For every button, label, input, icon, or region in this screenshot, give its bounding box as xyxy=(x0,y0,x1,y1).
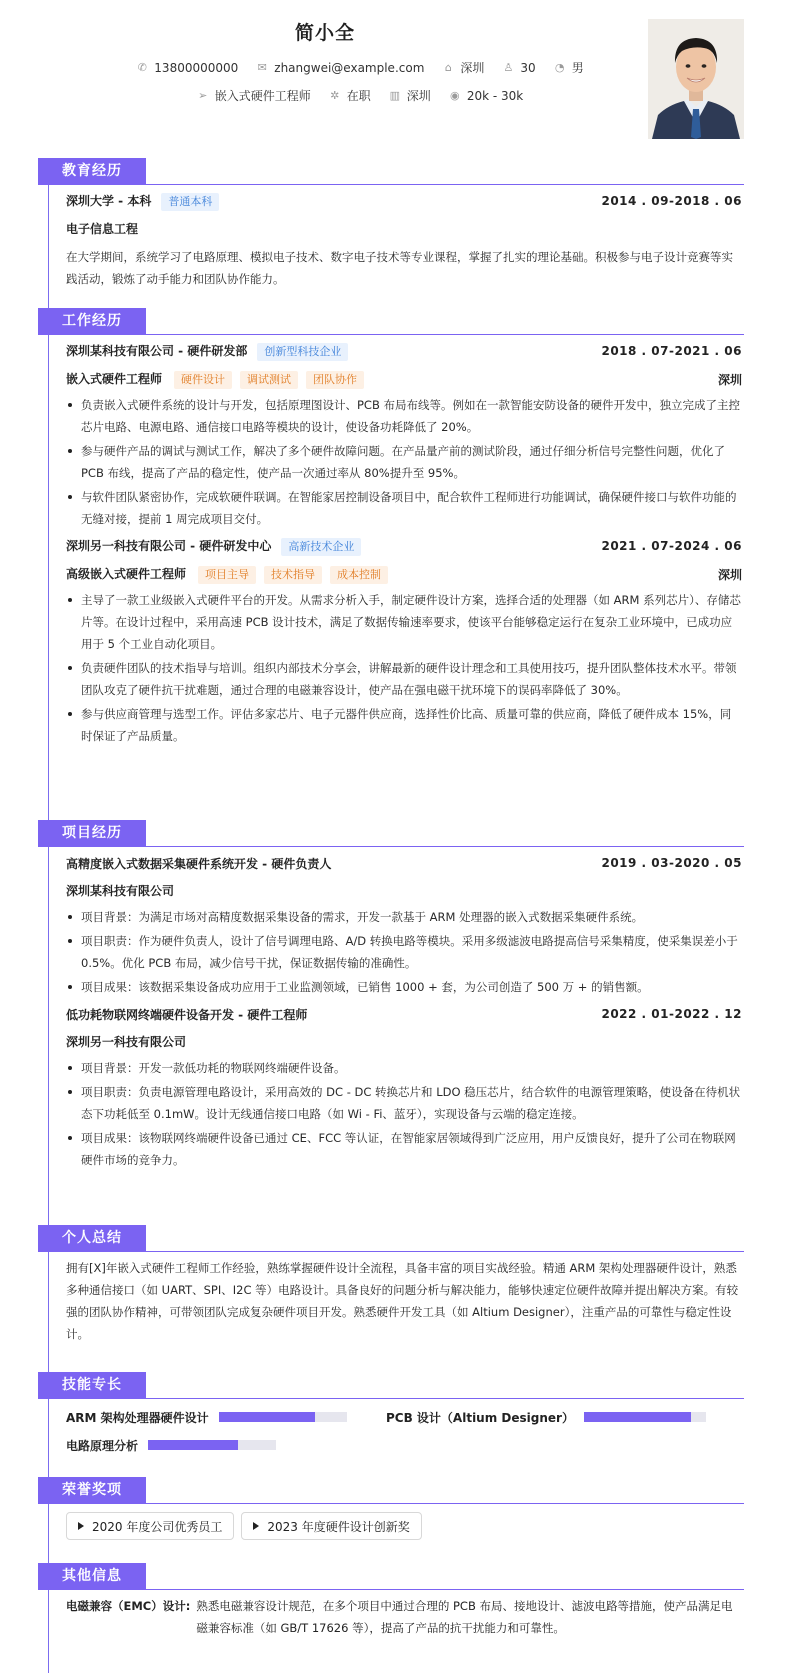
project-company: 深圳某科技有限公司 xyxy=(66,884,175,898)
section-title: 荣誉奖项 xyxy=(38,1477,146,1504)
avatar-photo xyxy=(648,19,744,139)
projects-body xyxy=(38,847,744,1171)
project-bullet: 项目背景：为满足市场对高精度数据采集设备的需求，开发一款基于 ARM 处理器的嵌入式数据采集硬件系统。 xyxy=(66,906,742,928)
section-divider xyxy=(38,184,744,185)
summary-section xyxy=(38,1225,744,1345)
section-header xyxy=(38,1225,744,1252)
award-chip xyxy=(66,1512,234,1540)
phone-text: 13800000000 xyxy=(154,60,239,75)
summary-body xyxy=(38,1252,744,1345)
awards-body xyxy=(38,1504,744,1540)
project-bullet: 项目职责：作为硬件负责人，设计了信号调理电路、A/D 转换电路等模块。采用多级滤波电路提高信号采集精度，使采集误差小于 0.5%。优化 PCB 布局，减少信号干扰，保证数据传输的准确性。 xyxy=(66,930,742,974)
education-body xyxy=(38,185,744,290)
skill-item xyxy=(66,1431,386,1459)
project-bullets xyxy=(66,906,742,998)
contact-row xyxy=(80,59,640,76)
skill-label: 电路原理分析 xyxy=(66,1438,139,1453)
gear-icon: ✲ xyxy=(330,89,340,102)
project-company: 深圳另一科技有限公司 xyxy=(66,1035,187,1049)
section-header xyxy=(38,820,744,847)
job-title: 嵌入式硬件工程师 xyxy=(66,371,163,386)
skill-bar-fill xyxy=(219,1412,315,1422)
project-bullet: 项目职责：负责电源管理电路设计，采用高效的 DC - DC 转换芯片和 LDO 稳压芯片，结合软件的电源管理策略，使设备在待机状态下功耗低至 0.1mW。设计无线通信接口电路（如 Wi - Fi、蓝牙），实现设备与云端的稳定连接。 xyxy=(66,1081,742,1125)
education-header-row xyxy=(66,192,742,210)
company-tag: 高新技术企业 xyxy=(281,538,361,556)
job-bullets xyxy=(66,394,742,530)
phone-item xyxy=(136,61,238,75)
project-bullet: 项目背景：开发一款低功耗的物联网终端硬件设备。 xyxy=(66,1057,742,1079)
other-item xyxy=(66,1595,742,1639)
job-bullet: 主导了一款工业级嵌入式硬件平台的开发。从需求分析入手，制定硬件设计方案，选择合适的处理器（如 ARM 系列芯片）、存储芯片等。在设计过程中，采用高速 PCB 设计技术，满足了数据传输速率要求，使该平台能够稳定运行在复杂工业环境中，已成功应用于 5 个工业自动化项目。 xyxy=(66,589,742,655)
job-bullet: 参与供应商管理与选型工作。评估多家芯片、电子元器件供应商，选择性价比高、质量可靠的供应商，降低了硬件成本 15%，同时保证了产品质量。 xyxy=(66,703,742,747)
skills-grid xyxy=(66,1403,742,1459)
gender-icon: ◔ xyxy=(554,61,565,74)
skill-tag: 技术指导 xyxy=(264,566,322,584)
section-header xyxy=(38,1477,744,1504)
section-title: 个人总结 xyxy=(38,1225,146,1252)
mail-icon: ✉ xyxy=(257,61,267,74)
job-bullets xyxy=(66,589,742,747)
skill-bar xyxy=(148,1440,276,1450)
job-header-row xyxy=(66,537,742,555)
salary-text: 20k - 30k xyxy=(466,88,524,103)
status-item xyxy=(329,87,371,104)
award-label: 2023 年度硬件设计创新奖 xyxy=(267,1519,410,1534)
job-bullet: 参与硬件产品的调试与测试工作，解决了多个硬件故障问题。在产品量产前的测试阶段，通过仔细分析信号完整性问题，优化了 PCB 布线，提高了产品的稳定性，使产品一次通过率从 80%提升至 95%。 xyxy=(66,440,742,484)
section-title: 工作经历 xyxy=(38,308,146,335)
section-title: 项目经历 xyxy=(38,820,146,847)
award-label: 2020 年度公司优秀员工 xyxy=(92,1519,223,1534)
triangle-icon xyxy=(78,1522,84,1530)
project-header-row xyxy=(66,1005,742,1023)
awards-section xyxy=(38,1477,744,1540)
salary-item xyxy=(449,89,523,103)
skill-tag: 项目主导 xyxy=(198,566,256,584)
major: 电子信息工程 xyxy=(66,222,139,236)
work-section xyxy=(38,308,744,747)
skill-bar xyxy=(219,1412,347,1422)
gender-text: 男 xyxy=(571,61,584,75)
resume-header xyxy=(0,0,794,170)
job-company: 深圳另一科技有限公司 - 硬件研发中心 xyxy=(66,538,272,553)
job-bullet: 负责嵌入式硬件系统的设计与开发，包括原理图设计、PCB 布局布线等。例如在一款智能安防设备的硬件开发中，独立完成了主控芯片电路、电源电路、通信接口电路等模块的设计，使设备功耗降低了 20%。 xyxy=(66,394,742,438)
job-date: 2018 . 07-2021 . 06 xyxy=(601,344,742,358)
job-bullet: 与软件团队紧密协作，完成软硬件联调。在智能家居控制设备项目中，配合软件工程师进行功能调试，确保硬件接口与软件功能的无缝对接，提前 1 周完成项目交付。 xyxy=(66,486,742,530)
education-date: 2014 . 09-2018 . 06 xyxy=(601,194,742,208)
project-bullet: 项目成果：该数据采集设备成功应用于工业监测领域，已销售 1000 + 套，为公司创造了 500 万 + 的销售额。 xyxy=(66,976,742,998)
building-icon: ▥ xyxy=(389,89,400,102)
age-icon: ♙ xyxy=(503,61,514,74)
expected-city-text: 深圳 xyxy=(406,89,431,103)
skill-label: PCB 设计（Altium Designer） xyxy=(386,1410,574,1425)
email-text: zhangwei@example.com xyxy=(274,60,425,75)
phone-icon: ✆ xyxy=(137,61,147,74)
candidate-name: 简小全 xyxy=(294,22,355,44)
section-title: 技能专长 xyxy=(38,1372,146,1399)
city-text: 深圳 xyxy=(460,61,485,75)
other-key: 电磁兼容（EMC）设计: xyxy=(66,1599,191,1613)
job-title: 高级嵌入式硬件工程师 xyxy=(66,566,187,581)
job-city: 深圳 xyxy=(717,567,742,582)
section-divider xyxy=(38,1589,744,1590)
skill-tag: 成本控制 xyxy=(330,566,388,584)
expected-city-item xyxy=(389,87,431,104)
section-divider xyxy=(38,1398,744,1399)
other-body xyxy=(38,1590,744,1639)
skill-tag: 硬件设计 xyxy=(174,371,232,389)
avatar-illustration xyxy=(648,19,744,139)
job-title-text: 嵌入式硬件工程师 xyxy=(214,89,311,103)
gender-item xyxy=(554,59,584,76)
education-desc: 在大学期间，系统学习了电路原理、模拟电子技术、数字电子技术等专业课程，掌握了扎实的理论基础。积极参与电子设计竞赛等实践活动，锻炼了动手能力和团队协作能力。 xyxy=(66,250,733,286)
city-item xyxy=(442,59,484,76)
job-title-row xyxy=(66,565,742,583)
coin-icon: ◉ xyxy=(450,89,460,102)
project-name: 低功耗物联网终端硬件设备开发 - 硬件工程师 xyxy=(66,1007,308,1022)
skills-body xyxy=(38,1399,744,1459)
send-icon: ➢ xyxy=(198,89,208,102)
home-icon: ⌂ xyxy=(444,61,452,74)
skill-tag: 调试测试 xyxy=(240,371,298,389)
section-header xyxy=(38,308,744,335)
project-date: 2022 . 01-2022 . 12 xyxy=(601,1007,742,1021)
summary-text: 拥有[X]年嵌入式硬件工程师工作经验，熟练掌握硬件设计全流程，具备丰富的项目实战经验。精通 ARM 架构处理器硬件设计，熟悉多种通信接口（如 UART、SPI、I2C 等）电路设计。具备良好的问题分析与解决能力，能够快速定位硬件故障并提出解决方案。有较强的团队协作精神，可带领团队完成复杂硬件项目开发。熟悉硬件开发工具（如 Altium Designer），注重产品的可靠性与稳定性设计。 xyxy=(66,1261,739,1341)
job-intent-row xyxy=(80,87,640,104)
skill-item xyxy=(386,1403,706,1431)
skill-bar-fill xyxy=(584,1412,691,1422)
education-section xyxy=(38,158,744,290)
section-header xyxy=(38,1563,744,1590)
section-header xyxy=(38,158,744,185)
section-divider xyxy=(38,1503,744,1504)
section-title: 教育经历 xyxy=(38,158,146,185)
job-bullet: 负责硬件团队的技术指导与培训。组织内部技术分享会，讲解最新的硬件设计理念和工具使用技巧，提升团队整体技术水平。带领团队攻克了硬件抗干扰难题，通过合理的电磁兼容设计，使产品在强电磁干扰环境下的误码率降低了 30%。 xyxy=(66,657,742,701)
skill-bar-fill xyxy=(148,1440,238,1450)
section-title: 其他信息 xyxy=(38,1563,146,1590)
skills-section xyxy=(38,1372,744,1459)
other-value: 熟悉电磁兼容设计规范，在多个项目中通过合理的 PCB 布局、接地设计、滤波电路等措施，使产品满足电磁兼容标准（如 GB/T 17626 等），提高了产品的抗干扰能力和可靠性。 xyxy=(196,1599,733,1635)
project-date: 2019 . 03-2020 . 05 xyxy=(601,856,742,870)
job-header-row xyxy=(66,342,742,360)
other-section xyxy=(38,1563,744,1639)
age-item xyxy=(502,61,535,75)
status-text: 在职 xyxy=(346,89,371,103)
skill-label: ARM 架构处理器硬件设计 xyxy=(66,1410,209,1425)
age-text: 30 xyxy=(520,60,536,75)
awards-list xyxy=(66,1512,742,1540)
job-title-row xyxy=(66,370,742,388)
project-name: 高精度嵌入式数据采集硬件系统开发 - 硬件负责人 xyxy=(66,856,332,871)
section-header xyxy=(38,1372,744,1399)
project-bullets xyxy=(66,1057,742,1171)
school-name: 深圳大学 - 本科 xyxy=(66,193,152,208)
job-title-item xyxy=(197,87,311,104)
project-header-row xyxy=(66,854,742,872)
skill-bar xyxy=(584,1412,706,1422)
section-divider xyxy=(38,1251,744,1252)
projects-section xyxy=(38,820,744,1171)
work-body xyxy=(38,335,744,747)
section-divider xyxy=(38,846,744,847)
company-tag: 创新型科技企业 xyxy=(257,343,348,361)
job-company: 深圳某科技有限公司 - 硬件研发部 xyxy=(66,343,248,358)
job-date: 2021 . 07-2024 . 06 xyxy=(601,539,742,553)
school-tag: 普通本科 xyxy=(161,193,219,211)
skill-tag: 团队协作 xyxy=(306,371,364,389)
section-divider xyxy=(38,334,744,335)
award-chip xyxy=(241,1512,421,1540)
project-bullet: 项目成果：该物联网终端硬件设备已通过 CE、FCC 等认证，在智能家居领域得到广泛应用，用户反馈良好，提升了公司在物联网硬件市场的竞争力。 xyxy=(66,1127,742,1171)
job-city: 深圳 xyxy=(717,372,742,387)
triangle-icon xyxy=(253,1522,259,1530)
email-item xyxy=(256,61,424,75)
skill-item xyxy=(66,1403,386,1431)
